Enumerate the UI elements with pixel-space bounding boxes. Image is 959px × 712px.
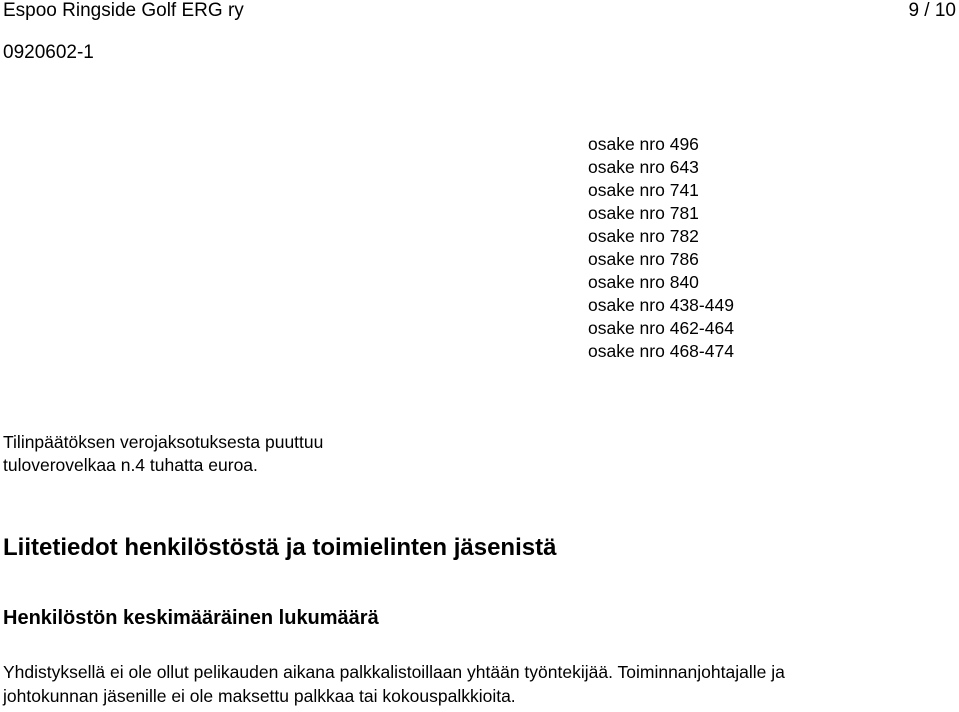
share-item: osake nro 782 <box>588 226 699 246</box>
share-list <box>588 133 734 363</box>
share-item: osake nro 781 <box>588 203 699 223</box>
personnel-paragraph <box>3 660 785 708</box>
share-item: osake nro 643 <box>588 157 699 177</box>
share-item: osake nro 438-449 <box>588 295 734 315</box>
paragraph-line: Yhdistyksellä ei ole ollut pelikauden aikana palkkalistoillaan yhtään työntekijää. Toiminnanjohtajalle ja <box>3 662 785 682</box>
sub-heading: Henkilöstön keskimääräinen lukumäärä <box>3 607 379 629</box>
share-item: osake nro 462-464 <box>588 318 734 338</box>
tax-note <box>3 431 323 477</box>
tax-note-line: tuloverovelkaa n.4 tuhatta euroa. <box>3 455 258 475</box>
share-item: osake nro 741 <box>588 180 699 200</box>
document-id: 0920602-1 <box>3 42 94 63</box>
share-item: osake nro 786 <box>588 249 699 269</box>
document-header-title: Espoo Ringside Golf ERG ry <box>3 0 244 21</box>
page-number: 9 / 10 <box>908 0 956 21</box>
share-item: osake nro 840 <box>588 272 699 292</box>
paragraph-line: johtokunnan jäsenille ei ole maksettu palkkaa tai kokouspalkkioita. <box>3 686 516 706</box>
tax-note-line: Tilinpäätöksen verojaksotuksesta puuttuu <box>3 432 324 452</box>
share-item: osake nro 468-474 <box>588 341 734 361</box>
section-heading: Liitetiedot henkilöstöstä ja toimielinten jäsenistä <box>3 534 557 561</box>
share-item: osake nro 496 <box>588 134 699 154</box>
